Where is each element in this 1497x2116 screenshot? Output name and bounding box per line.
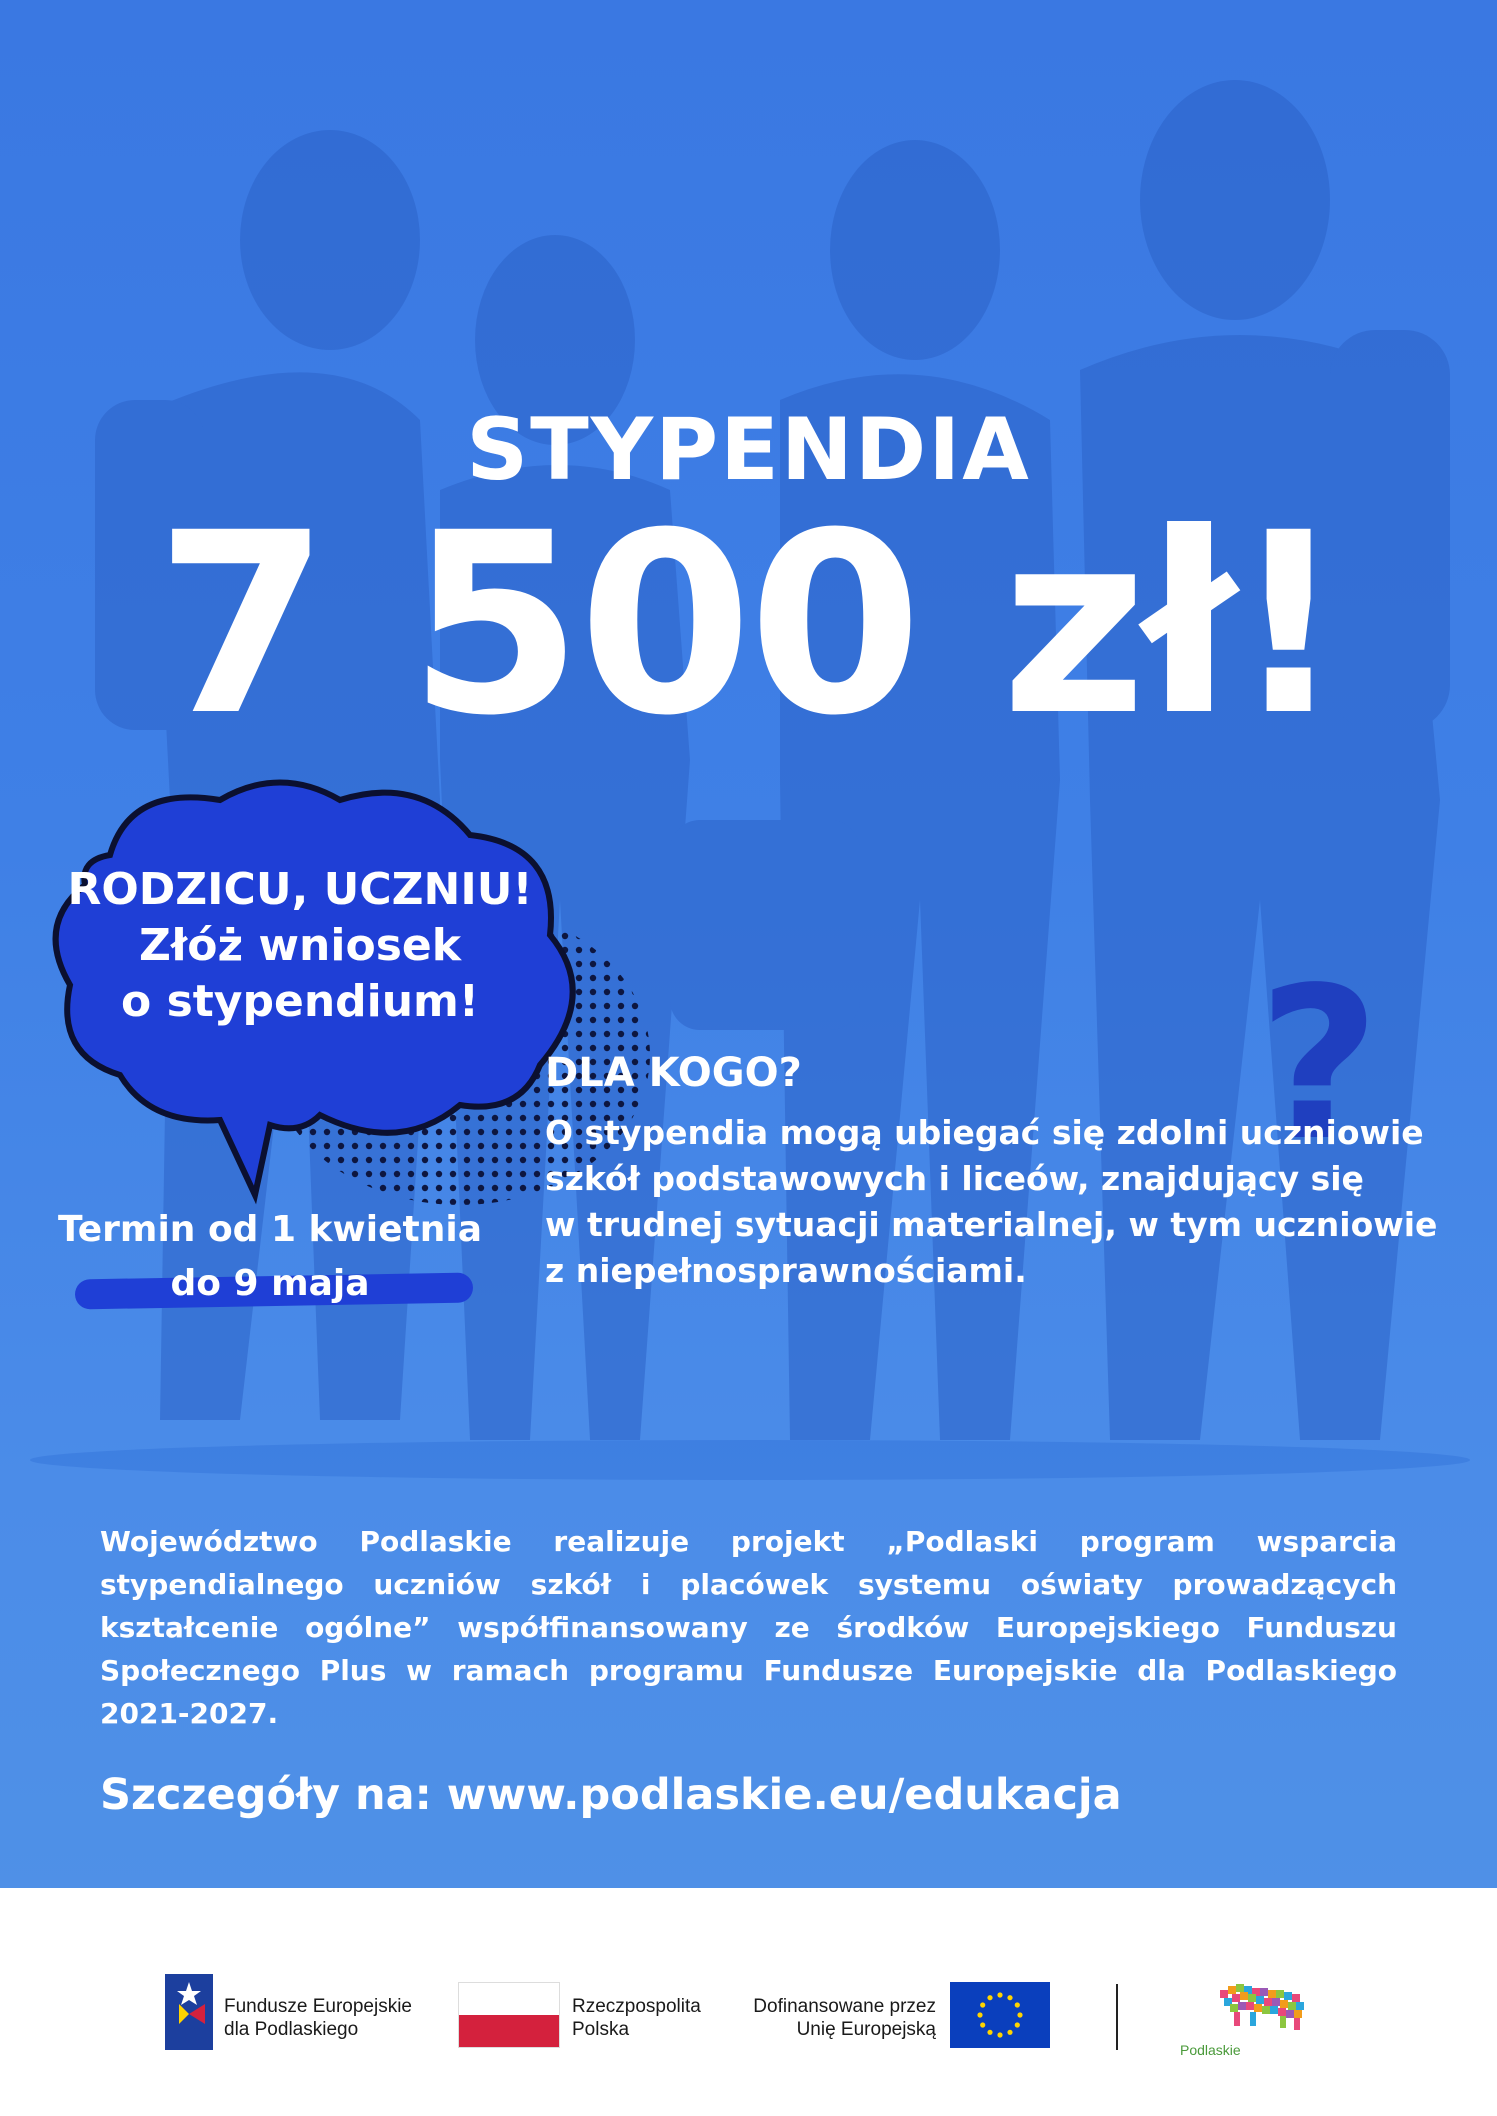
who-description — [545, 1110, 1475, 1294]
scholarship-amount: 7 500 zł! — [155, 479, 1342, 770]
podlaskie-bison-logo-icon — [1210, 1980, 1320, 2040]
fundusze-europejskie-logo-icon — [165, 1974, 213, 2050]
who-line: w trudnej sytuacji materialnej, w tym uczniowie — [545, 1205, 1438, 1244]
fe-line-1: Fundusze Europejskie — [224, 1996, 412, 2017]
who-heading: DLA KOGO? — [545, 1050, 802, 1096]
podlaskie-logo-label: Podlaskie — [1180, 2042, 1241, 2058]
eu-flag-icon — [950, 1982, 1050, 2048]
bubble-line-3: o stypendium! — [121, 976, 479, 1027]
details-link[interactable]: Szczegóły na: www.podlaskie.eu/edukacja — [100, 1770, 1122, 1820]
rp-line-2: Polska — [572, 2019, 630, 2040]
eu-line-1: Dofinansowane przez — [753, 1996, 936, 2017]
bubble-line-2: Złóż wniosek — [139, 920, 461, 971]
deadline-line-2: do 9 maja — [170, 1263, 370, 1304]
page-title: STYPENDIA — [466, 400, 1031, 500]
fe-logo-text — [224, 1995, 412, 2041]
polish-flag-icon — [458, 1982, 560, 2048]
deadline-line-1: Termin od 1 kwietnia — [57, 1209, 482, 1250]
who-line: szkół podstawowych i liceów, znajdujący się — [545, 1159, 1364, 1198]
fe-line-2: dla Podlaskiego — [224, 2019, 359, 2040]
who-line: O stypendia mogą ubiegać się zdolni uczniowie — [545, 1113, 1424, 1152]
question-mark-icon: ? — [1258, 942, 1380, 1187]
footer-logos — [0, 1888, 1497, 2116]
eu-line-2: Unię Europejską — [796, 2019, 936, 2040]
eu-logo-text — [740, 1995, 936, 2041]
project-description: Województwo Podlaskie realizuje projekt „Podlaski program wsparcia stypendialnego uczniów szkół i placówek systemu oświaty prowadzących kształcenie ogólne” współfinansowany ze środków Europejskiego Funduszu Społecznego Plus w ramach programu Fundusze Europejskie dla Podlaskiego 2021-2027. — [100, 1525, 1397, 1730]
rp-line-1: Rzeczpospolita — [572, 1996, 701, 2017]
deadline — [30, 1203, 510, 1311]
rp-logo-text — [572, 1995, 701, 2041]
footer-divider — [1116, 1984, 1118, 2050]
bubble-line-1: RODZICU, UCZNIU! — [67, 864, 533, 915]
bubble-text — [40, 862, 560, 1030]
who-line: z niepełnosprawnościami. — [545, 1251, 1027, 1290]
